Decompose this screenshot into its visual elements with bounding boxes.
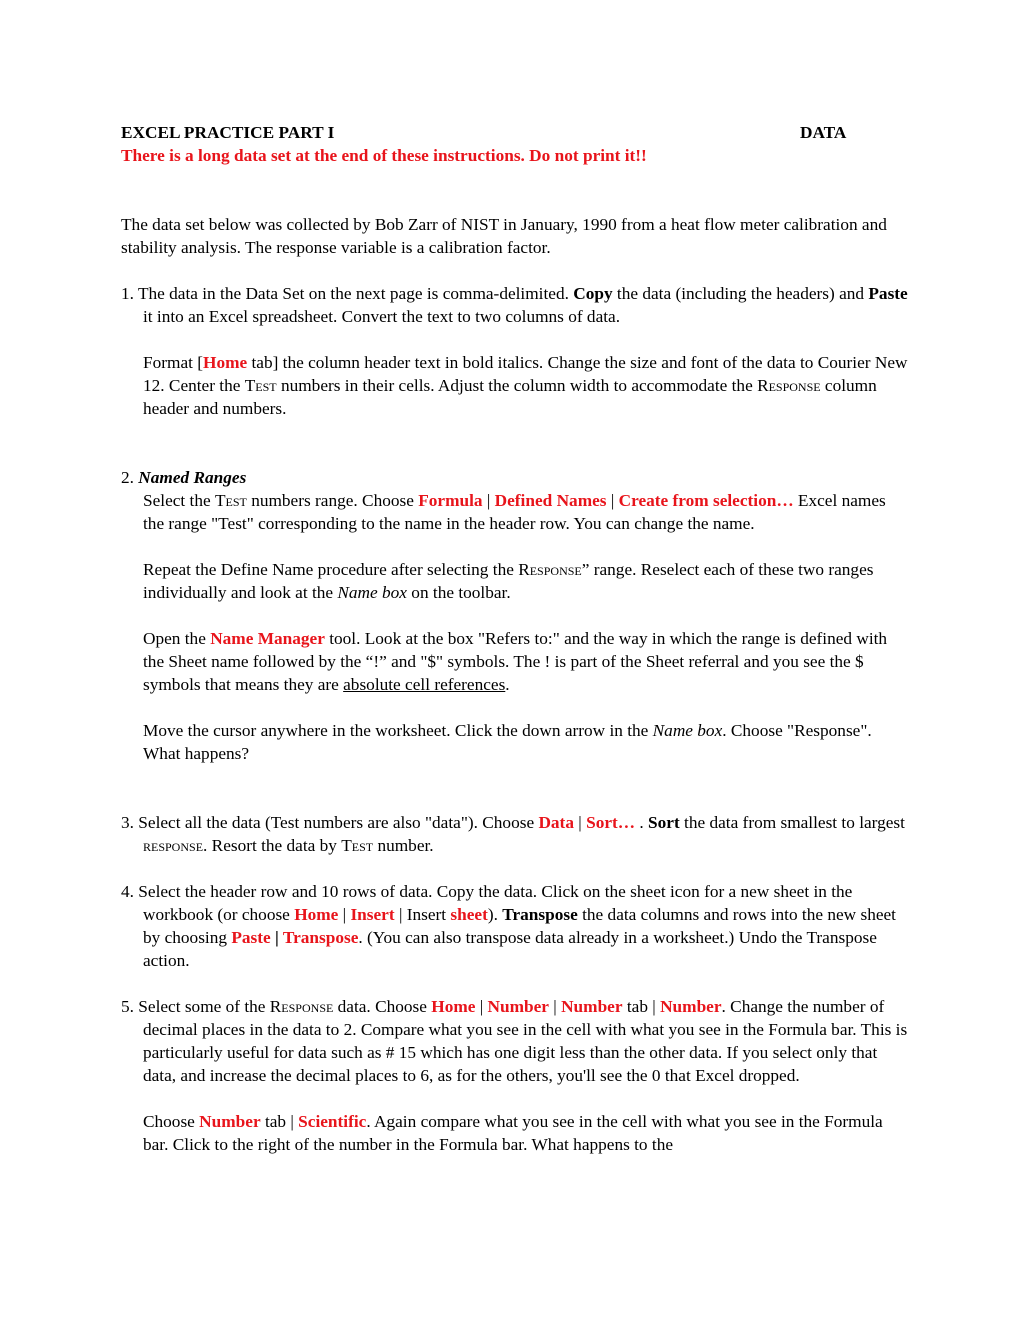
step-5-p2: Choose Number tab | Scientific. Again compare what you see in the cell with what you see in the Formula bar. Click to the right of the number in the Formula bar. What happens to the: [143, 1112, 883, 1154]
step-5: 5. Select some of the Response data. Choose Home | Number | Number tab | Number. Change the number of decimal places in the data to 2. Compare what you see in the cell with what you see in the Formula bar. This is particularly useful for data such as # 15 which has one digit less than the other data. If you select only that data, and increase the decimal places to 6, as for the others, you'll see the 0 that Excel dropped.: [121, 997, 908, 1085]
step-1: 1. The data in the Data Set on the next page is comma-delimited. Copy the data (including the headers) and Paste it into an Excel spreadsheet. Convert the text to two columns of data.: [121, 284, 908, 326]
step-2-p1: Select the Test numbers range. Choose Formula | Defined Names | Create from selection… Excel names the range "Test" corresponding to the name in the header row. You can change the name.: [143, 491, 886, 533]
step-2-heading: 2. Named Ranges: [121, 468, 247, 487]
doc-title-right: DATA: [800, 123, 847, 142]
doc-title: EXCEL PRACTICE PART I: [121, 123, 335, 142]
intro-paragraph: The data set below was collected by Bob Zarr of NIST in January, 1990 from a heat flow meter calibration and stability analysis. The response variable is a calibration factor.: [121, 215, 887, 257]
document-page: [121, 121, 911, 1156]
step-2-p4: Move the cursor anywhere in the worksheet. Click the down arrow in the Name box. Choose "Response". What happens?: [143, 721, 872, 763]
step-3: 3. Select all the data (Test numbers are also "data"). Choose Data | Sort… . Sort the data from smallest to largest response. Resort the data by Test number.: [121, 813, 905, 855]
print-warning: There is a long data set at the end of these instructions. Do not print it!!: [121, 146, 647, 165]
title-row: [121, 121, 911, 144]
step-4: 4. Select the header row and 10 rows of data. Copy the data. Click on the sheet icon for a new sheet in the workbook (or choose Home | Insert | Insert sheet). Transpose the data columns and rows into the new sheet by choosing Paste | Transpose. (You can also transpose data already in a worksheet.) Undo the Transpose action.: [121, 882, 896, 970]
step-2-p3: Open the Name Manager tool. Look at the box "Refers to:" and the way in which the range is defined with the Sheet name followed by the “!” and "$" symbols. The ! is part of the Sheet referral and you see the $ symbols that means they are absolute cell references.: [143, 629, 888, 694]
step-2-p2: Repeat the Define Name procedure after selecting the Response” range. Reselect each of these two ranges individually and look at the Name box on the toolbar.: [143, 560, 874, 602]
step-1-format: Format [Home tab] the column header text in bold italics. Change the size and font of the data to Courier New 12. Center the Test numbers in their cells. Adjust the column width to accommodate the Response column header and numbers.: [143, 353, 908, 418]
